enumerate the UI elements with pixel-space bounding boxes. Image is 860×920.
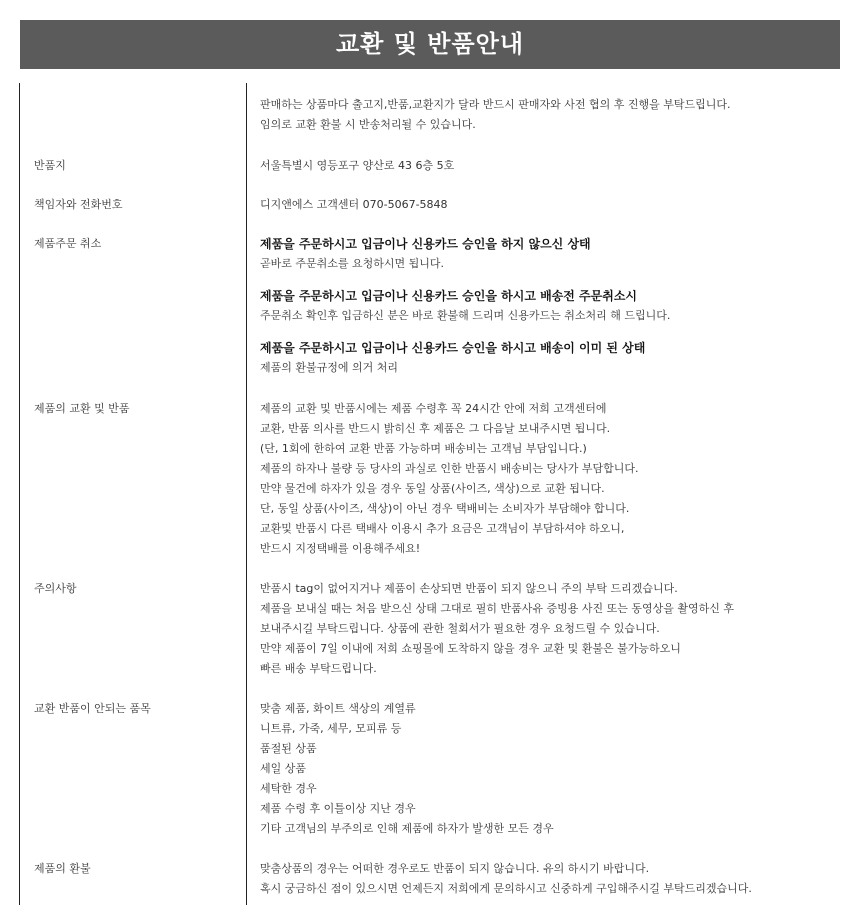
non-returnable-item: 제품 수령 후 이틀이상 지난 경우 bbox=[260, 802, 416, 815]
non-returnable-item: 세일 상품 bbox=[260, 762, 307, 775]
cancel-item bbox=[260, 286, 670, 326]
intro-text bbox=[260, 95, 731, 135]
return-address-label: 반품지 bbox=[34, 159, 66, 172]
non-returnable-item: 기타 고객님의 부주의로 인해 제품에 하자가 발생한 모든 경우 bbox=[260, 822, 554, 835]
contact-label: 책임자와 전화번호 bbox=[34, 198, 123, 211]
column-divider-line bbox=[246, 83, 247, 905]
cancel-item-heading: 제품을 주문하시고 입금이나 신용카드 승인을 하시고 배송이 이미 된 상태 bbox=[260, 341, 646, 355]
exchange-line: (단, 1회에 한하여 교환 반품 가능하며 배송비는 고객님 부담입니다.) bbox=[260, 442, 587, 455]
cancel-item-heading: 제품을 주문하시고 입금이나 신용카드 승인을 하지 않으신 상태 bbox=[260, 237, 591, 251]
cancel-item-text: 곧바로 주문취소를 요청하시면 됩니다. bbox=[260, 257, 445, 270]
exchange-text bbox=[260, 399, 639, 559]
cancel-label: 제품주문 취소 bbox=[34, 237, 102, 250]
exchange-line: 제품의 하자나 불량 등 당사의 과실로 인한 반품시 배송비는 당사가 부담합니다. bbox=[260, 462, 639, 475]
exchange-line: 반드시 지정택배를 이용해주세요! bbox=[260, 542, 421, 555]
non-returnable-label: 교환 반품이 안되는 품목 bbox=[34, 702, 151, 715]
exchange-line: 교환및 반품시 다른 택배사 이용시 추가 요금은 고객님이 부담하셔야 하오니, bbox=[260, 522, 625, 535]
non-returnable-item: 니트류, 가죽, 세무, 모피류 등 bbox=[260, 722, 402, 735]
refund-line: 혹시 궁금하신 점이 있으시면 언제든지 저희에게 문의하시고 신중하게 구입해주시길 부탁드리겠습니다. bbox=[260, 882, 752, 895]
non-returnable-item: 맞춤 제품, 화이트 색상의 계열류 bbox=[260, 702, 416, 715]
caution-line: 반품시 tag이 없어지거나 제품이 손상되면 반품이 되지 않으니 주의 부탁 드리겠습니다. bbox=[260, 582, 678, 595]
caution-line: 만약 제품이 7일 이내에 저희 쇼핑몰에 도착하지 않을 경우 교환 및 환불은 불가능하오니 bbox=[260, 642, 681, 655]
cancel-item-heading: 제품을 주문하시고 입금이나 신용카드 승인을 하시고 배송전 주문취소시 bbox=[260, 289, 638, 303]
exchange-line: 단, 동일 상품(사이즈, 색상)이 아닌 경우 택배비는 소비자가 부담해야 합니다. bbox=[260, 502, 630, 515]
left-border-line bbox=[19, 83, 20, 905]
non-returnable-item: 품절된 상품 bbox=[260, 742, 317, 755]
refund-line: 맞춤상품의 경우는 어떠한 경우로도 반품이 되지 않습니다. 유의 하시기 바랍니다. bbox=[260, 862, 650, 875]
refund-text bbox=[260, 859, 752, 899]
cancel-item bbox=[260, 338, 645, 378]
intro-line: 임의로 교환 환불 시 반송처리될 수 있습니다. bbox=[260, 118, 476, 131]
caution-line: 제품을 보내실 때는 처음 받으신 상태 그대로 필히 반품사유 증빙용 사진 또는 동영상을 촬영하신 후 bbox=[260, 602, 734, 615]
caution-line: 빠른 배송 부탁드립니다. bbox=[260, 662, 377, 675]
exchange-label: 제품의 교환 및 반품 bbox=[34, 402, 130, 415]
cancel-item-text: 제품의 환불규정에 의거 처리 bbox=[260, 361, 399, 374]
return-address-line: 서울특별시 영등포구 양산로 43 6층 5호 bbox=[260, 159, 455, 172]
exchange-line: 교환, 반품 의사를 반드시 밝히신 후 제품은 그 다음날 보내주시면 됩니다. bbox=[260, 422, 611, 435]
cancel-item-text: 주문취소 확인후 입금하신 분은 바로 환불해 드리며 신용카드는 취소처리 해 드립니다. bbox=[260, 309, 671, 322]
caution-label: 주의사항 bbox=[34, 582, 77, 595]
contact-value bbox=[260, 195, 448, 215]
contact-line: 디지앤에스 고객센터 070-5067-5848 bbox=[260, 198, 448, 211]
caution-text bbox=[260, 579, 734, 679]
cancel-item bbox=[260, 234, 591, 274]
page-title: 교환 및 반품안내 bbox=[20, 20, 840, 69]
caution-line: 보내주시길 부탁드립니다. 상품에 관한 철회서가 필요한 경우 요청드릴 수 있습니다. bbox=[260, 622, 660, 635]
exchange-line: 제품의 교환 및 반품시에는 제품 수령후 꼭 24시간 안에 저희 고객센터에 bbox=[260, 402, 607, 415]
refund-label: 제품의 환불 bbox=[34, 862, 91, 875]
non-returnable-list bbox=[260, 699, 554, 839]
exchange-line: 만약 물건에 하자가 있을 경우 동일 상품(사이즈, 색상)으로 교환 됩니다. bbox=[260, 482, 605, 495]
return-address-value bbox=[260, 156, 454, 176]
intro-line: 판매하는 상품마다 출고지,반품,교환지가 달라 반드시 판매자와 사전 협의 후 진행을 부탁드립니다. bbox=[260, 98, 731, 111]
non-returnable-item: 세탁한 경우 bbox=[260, 782, 317, 795]
